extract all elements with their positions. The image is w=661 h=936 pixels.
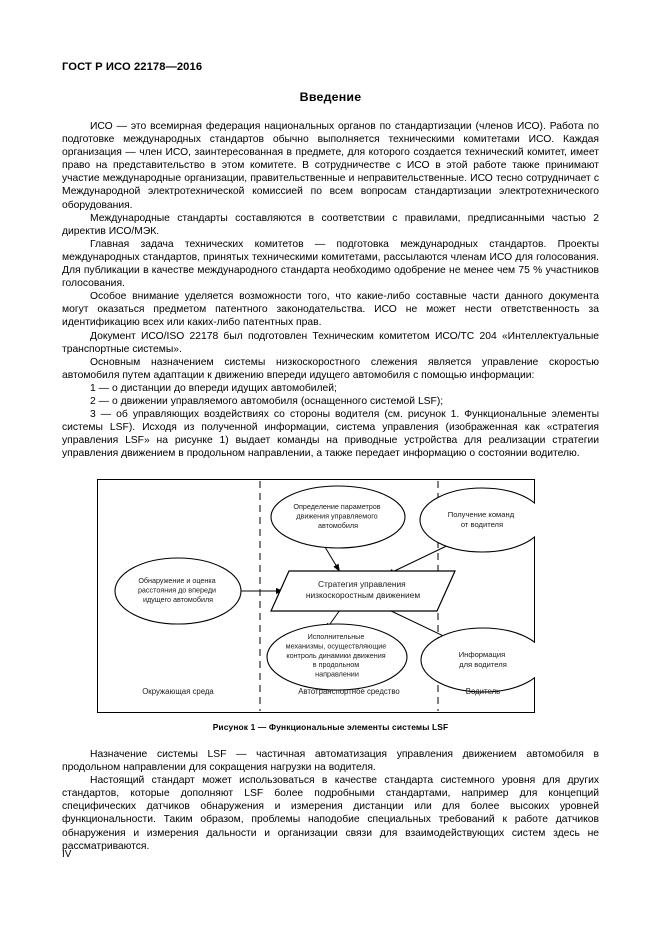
node-actuators-label: Исполнительные механизмы, осуществляющие контроль динамики движения в продольном направлении xyxy=(285,632,387,679)
node-driver-info-label: Информация для водителя xyxy=(458,650,507,669)
document-body-after-figure xyxy=(62,748,599,853)
paragraph-technical-committees: Главная задача технических комитетов — подготовка международных стандартов. Проекты международных стандартов, принятых техническими комитетами, рассылаются членам ИСО для голосования. Для публикации в качестве международного стандарта необходимо одобрение не менее чем 75 % участников голосования. xyxy=(62,238,599,290)
figure-lsf-functional-elements xyxy=(97,479,535,713)
list-item-distance: 1 — о дистанции до впереди идущих автомобилей; xyxy=(90,382,337,394)
document-body xyxy=(62,90,599,460)
paragraph-iso-22178-origin: Документ ИСО/ISO 22178 был подготовлен Техническим комитетом ИСО/ТС 204 «Интеллектуальные транспортные системы». xyxy=(62,330,599,355)
page-title: Введение xyxy=(299,90,362,104)
band-label-driver: Водитель xyxy=(465,687,501,696)
figure-diagram-svg xyxy=(97,479,535,713)
node-commands-label: Получение команд от водителя xyxy=(447,510,515,529)
paragraph-standard-scope: Настоящий стандарт может использоваться в качестве стандарта системного уровня для других стандартов, которые дополняют LSF более подробными стандартами, например для концепций специфических датчиков обнаружения и измерения дистанции или для более высоких уровней функциональности. Таким образом, проблемы наподобие специальных требований к работе датчиков обнаружения и измерения дальности и организации связи для взаимодействующих систем здесь не рассматриваются. xyxy=(62,775,599,852)
arrow-parameters-to-strategy xyxy=(325,547,340,572)
node-detection-label: Обнаружение и оценка расстояния до впереди идущего автомобиля xyxy=(137,576,217,605)
paragraph-lsf-automation: Назначение системы LSF — частичная автоматизация управления движением автомобиля в продольном направлении для сокращения нагрузки на водителя. xyxy=(62,749,599,774)
paragraph-patent-rights: Особое внимание уделяется возможности того, что какие-либо составные части данного документа могут оказаться предметом патентного законодательства. ИСО не может нести ответственность за идентификацию всех или каких-либо патентных прав. xyxy=(62,291,599,329)
page-header-standard-code: ГОСТ Р ИСО 22178—2016 xyxy=(62,61,203,73)
list-item-subject-vehicle-motion: 2 — о движении управляемого автомобиля (оснащенного системой LSF); xyxy=(90,395,444,407)
node-parameters-label: Определение параметров движения управляемого автомобиля xyxy=(293,502,381,531)
list-item-driver-commands: 3 — об управляющих воздействиях со стороны водителя (см. рисунок 1. Функциональные элементы системы LSF). Исходя из полученной информации, система управления (изображенная как «стратегия управления LSF» на рисунке 1) выдает команды на приводные устройства для реализации стратегии управления движением в продольном направлении, а также передает информацию о состоянии водителю. xyxy=(62,409,599,460)
band-label-environment: Окружающая среда xyxy=(142,687,214,696)
paragraph-iso-federation: ИСО — это всемирная федерация национальных органов по стандартизации (членов ИСО). Работа по подготовке международных стандартов обычно выполняется техническими комитетами ИСО. Каждая организация — член ИСО, заинтересованная в предмете, для которого создается технический комитет, имеет право на представительство в этом комитете. В сотрудничестве с ИСО в этой работе также принимают участие международные организации, правительственные и неправительственные. ИСО тесно сотрудничает с Международной электротехнической комиссией по всем вопросам стандартизации электротехнического оборудования. xyxy=(62,121,599,211)
paragraph-lsf-purpose: Основным назначением системы низкоскоростного слежения является управление скоростью автомобиля путем адаптации к движению впереди идущего автомобиля с помощью информации: xyxy=(62,356,599,381)
paragraph-international-standards: Международные стандарты составляются в соответствии с правилами, предписанными частью 2 директив ИСО/МЭК. xyxy=(62,212,599,237)
figure-caption: Рисунок 1 — Функциональные элементы системы LSF xyxy=(212,722,449,732)
band-label-vehicle: Автотранспортное средство xyxy=(298,687,400,696)
page-number: IV xyxy=(62,849,72,860)
node-strategy-label: Стратегия управления низкоскоростным движением xyxy=(305,579,421,600)
